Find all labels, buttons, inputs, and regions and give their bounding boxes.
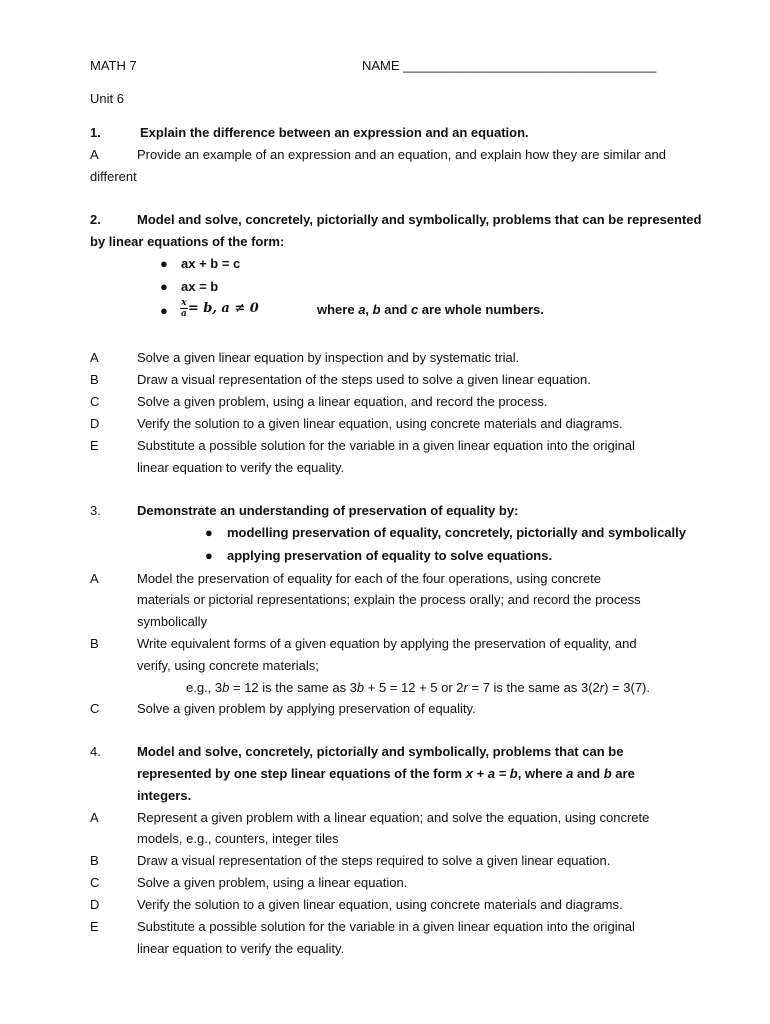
q3-a-text: Model the preservation of equality for each of the four operations, using concrete	[137, 571, 601, 586]
q4-a-letter: A	[90, 810, 99, 825]
q3-a-letter: A	[90, 571, 99, 586]
q2-title: Model and solve, concretely, pictorially and symbolically, problems that can be represented	[137, 212, 702, 227]
q4-item-letter: B	[90, 853, 99, 868]
q4-title-cont: integers.	[137, 788, 192, 803]
q3-b-letter: B	[90, 636, 99, 651]
q1-a-text-cont: different	[90, 169, 137, 184]
q3-number: 3.	[90, 503, 101, 518]
q3-a-text-cont: materials or pictorial representations; explain the process orally; and record the process	[137, 592, 641, 607]
q2-item-letter: B	[90, 372, 99, 387]
bullet-icon: ●	[205, 548, 213, 563]
q2-number: 2.	[90, 212, 101, 227]
q4-title: Model and solve, concretely, pictorially and symbolically, problems that can be	[137, 744, 624, 759]
bullet-icon: ●	[160, 279, 168, 294]
q3-title: Demonstrate an understanding of preservation of equality by:	[137, 503, 519, 518]
q1-number: 1.	[90, 125, 101, 140]
bullet-icon: ●	[160, 256, 168, 271]
fraction-numerator: x	[181, 298, 187, 309]
q2-item-text: Substitute a possible solution for the variable in a given linear equation into the original	[137, 438, 635, 453]
q2-item-letter: D	[90, 416, 100, 431]
q4-item-text: Solve a given problem, using a linear equation.	[137, 875, 408, 890]
q4-a-text: Represent a given problem with a linear equation; and solve the equation, using concrete	[137, 810, 650, 825]
q2-item-text-cont: linear equation to verify the equality.	[137, 460, 345, 475]
q4-item-text: Draw a visual representation of the steps required to solve a given linear equation.	[137, 853, 611, 868]
q3-example: e.g., 3b = 12 is the same as 3b + 5 = 12 + 5 or 2r = 7 is the same as 3(2r) = 3(7).	[186, 680, 650, 695]
q3-b-text-cont: verify, using concrete materials;	[137, 658, 319, 673]
q3-b-text: Write equivalent forms of a given equation by applying the preservation of equality, and	[137, 636, 637, 651]
q1-a-letter: A	[90, 147, 99, 162]
q2-bullet-3-formula	[180, 297, 259, 320]
name-field[interactable]: NAME ___________________________________	[362, 58, 657, 73]
unit-label: Unit 6	[90, 91, 124, 106]
formula-rest: = b, a ≠ 0	[187, 301, 259, 316]
q2-item-text: Solve a given problem, using a linear equation, and record the process.	[137, 394, 548, 409]
bullet-icon: ●	[160, 303, 168, 318]
q2-title-cont: by linear equations of the form:	[90, 234, 285, 249]
q3-a-text-cont: symbolically	[137, 614, 208, 629]
q4-item-text-cont: linear equation to verify the equality.	[137, 941, 345, 956]
q1-title: Explain the difference between an expression and an equation.	[140, 125, 529, 140]
q4-a-text-cont: models, e.g., counters, integer tiles	[137, 831, 339, 846]
q4-item-text: Substitute a possible solution for the variable in a given linear equation into the original	[137, 919, 635, 934]
q4-number: 4.	[90, 744, 101, 759]
q4-title-cont: represented by one step linear equations of the form x + a = b, where a and b are	[137, 766, 635, 781]
q2-item-letter: E	[90, 438, 99, 453]
q3-bullet-1: modelling preservation of equality, concretely, pictorially and symbolically	[227, 525, 686, 540]
q3-bullet-2: applying preservation of equality to solve equations.	[227, 548, 553, 563]
q4-item-letter: E	[90, 919, 99, 934]
q4-item-text: Verify the solution to a given linear equation, using concrete materials and diagrams.	[137, 897, 623, 912]
q4-item-letter: D	[90, 897, 100, 912]
q2-where-note: where a, b and c are whole numbers.	[317, 302, 544, 317]
q2-item-letter: C	[90, 394, 100, 409]
q2-bullet-2: ax = b	[181, 279, 219, 294]
q2-item-text: Solve a given linear equation by inspection and by systematic trial.	[137, 350, 520, 365]
q2-item-text: Verify the solution to a given linear equation, using concrete materials and diagrams.	[137, 416, 623, 431]
q2-item-text: Draw a visual representation of the steps used to solve a given linear equation.	[137, 372, 591, 387]
fraction-denominator: a	[181, 309, 187, 320]
q2-item-letter: A	[90, 350, 99, 365]
course-label: MATH 7	[90, 58, 137, 73]
q2-bullet-1: ax + b = c	[181, 256, 241, 271]
q3-c-letter: C	[90, 701, 100, 716]
q4-item-letter: C	[90, 875, 100, 890]
q3-c-text: Solve a given problem by applying preservation of equality.	[137, 701, 476, 716]
bullet-icon: ●	[205, 525, 213, 540]
q1-a-text: Provide an example of an expression and an equation, and explain how they are similar and	[137, 147, 667, 162]
